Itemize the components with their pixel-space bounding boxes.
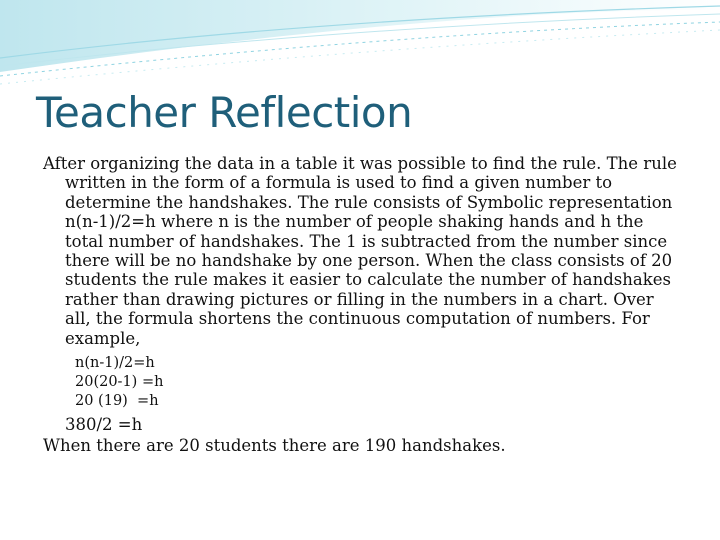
slide-title: Teacher Reflection xyxy=(36,88,413,137)
conclusion-line: When there are 20 students there are 190 handshakes. xyxy=(43,436,506,456)
decorative-wave-banner xyxy=(0,0,720,90)
formula-examples xyxy=(75,354,683,411)
formula-line: n(n-1)/2=h xyxy=(75,355,155,372)
formula-line: 20 (19) =h xyxy=(75,393,159,410)
reflection-paragraph: After organizing the data in a table it was possible to find the rule. The rule written in the form of a formula is used to find a given number to determine the handshakes. The rule consists of Symbolic representation n(n-1)/2=h where n is the number of people shaking hands and h the total number of handshakes. The 1 is subtracted from the number since there will be no handshake by one person. When the class consists of 20 students the rule makes it easier to calculate the number of handshakes rather than drawing pictures or filling in the numbers in a chart. Over all, the formula shortens the continuous computation of numbers. For example, xyxy=(43,154,677,348)
slide-body xyxy=(43,154,683,456)
formula-line: 20(20-1) =h xyxy=(75,374,164,391)
result-line: 380/2 =h xyxy=(65,415,143,435)
